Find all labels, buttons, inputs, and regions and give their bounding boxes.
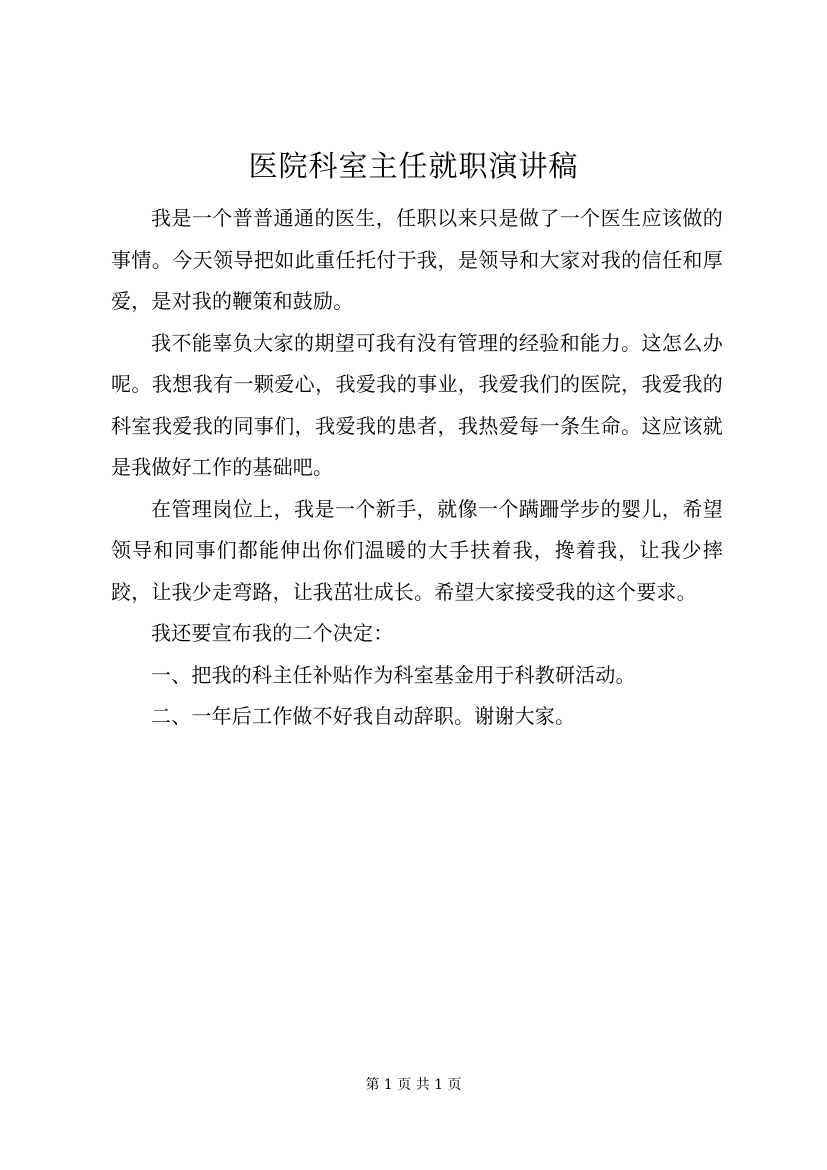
paragraph-4: 我还要宣布我的二个决定： <box>151 621 394 645</box>
paragraph-6: 二、一年后工作做不好我自动辞职。谢谢大家。 <box>151 704 576 728</box>
document-title: 医院科室主任就职演讲稿 <box>248 149 579 183</box>
document-body <box>111 198 723 738</box>
paragraph-2: 我不能辜负大家的期望可我有没有管理的经验和能力。这怎么办呢。我想我有一颗爱心，我爱我的事业，我爱我们的医院，我爱我的科室我爱我的同事们，我爱我的患者，我热爱每一条生命。这应该就是我做好工作的基础吧。 <box>111 330 723 479</box>
page-number-footer: 第 1 页 共 1 页 <box>365 1077 462 1093</box>
paragraph-5: 一、把我的科主任补贴作为科室基金用于科教研活动。 <box>151 662 636 687</box>
paragraph-3: 在管理岗位上，我是一个新手，就像一个蹒跚学步的婴儿，希望领导和同事们都能伸出你们温暖的大手扶着我，搀着我，让我少摔跤，让我少走弯路，让我茁壮成长。希望大家接受我的这个要求。 <box>111 496 723 604</box>
paragraph-1: 我是一个普普通通的医生，任职以来只是做了一个医生应该做的事情。今天领导把如此重任托付于我，是领导和大家对我的信任和厚爱，是对我的鞭策和鼓励。 <box>111 206 723 313</box>
